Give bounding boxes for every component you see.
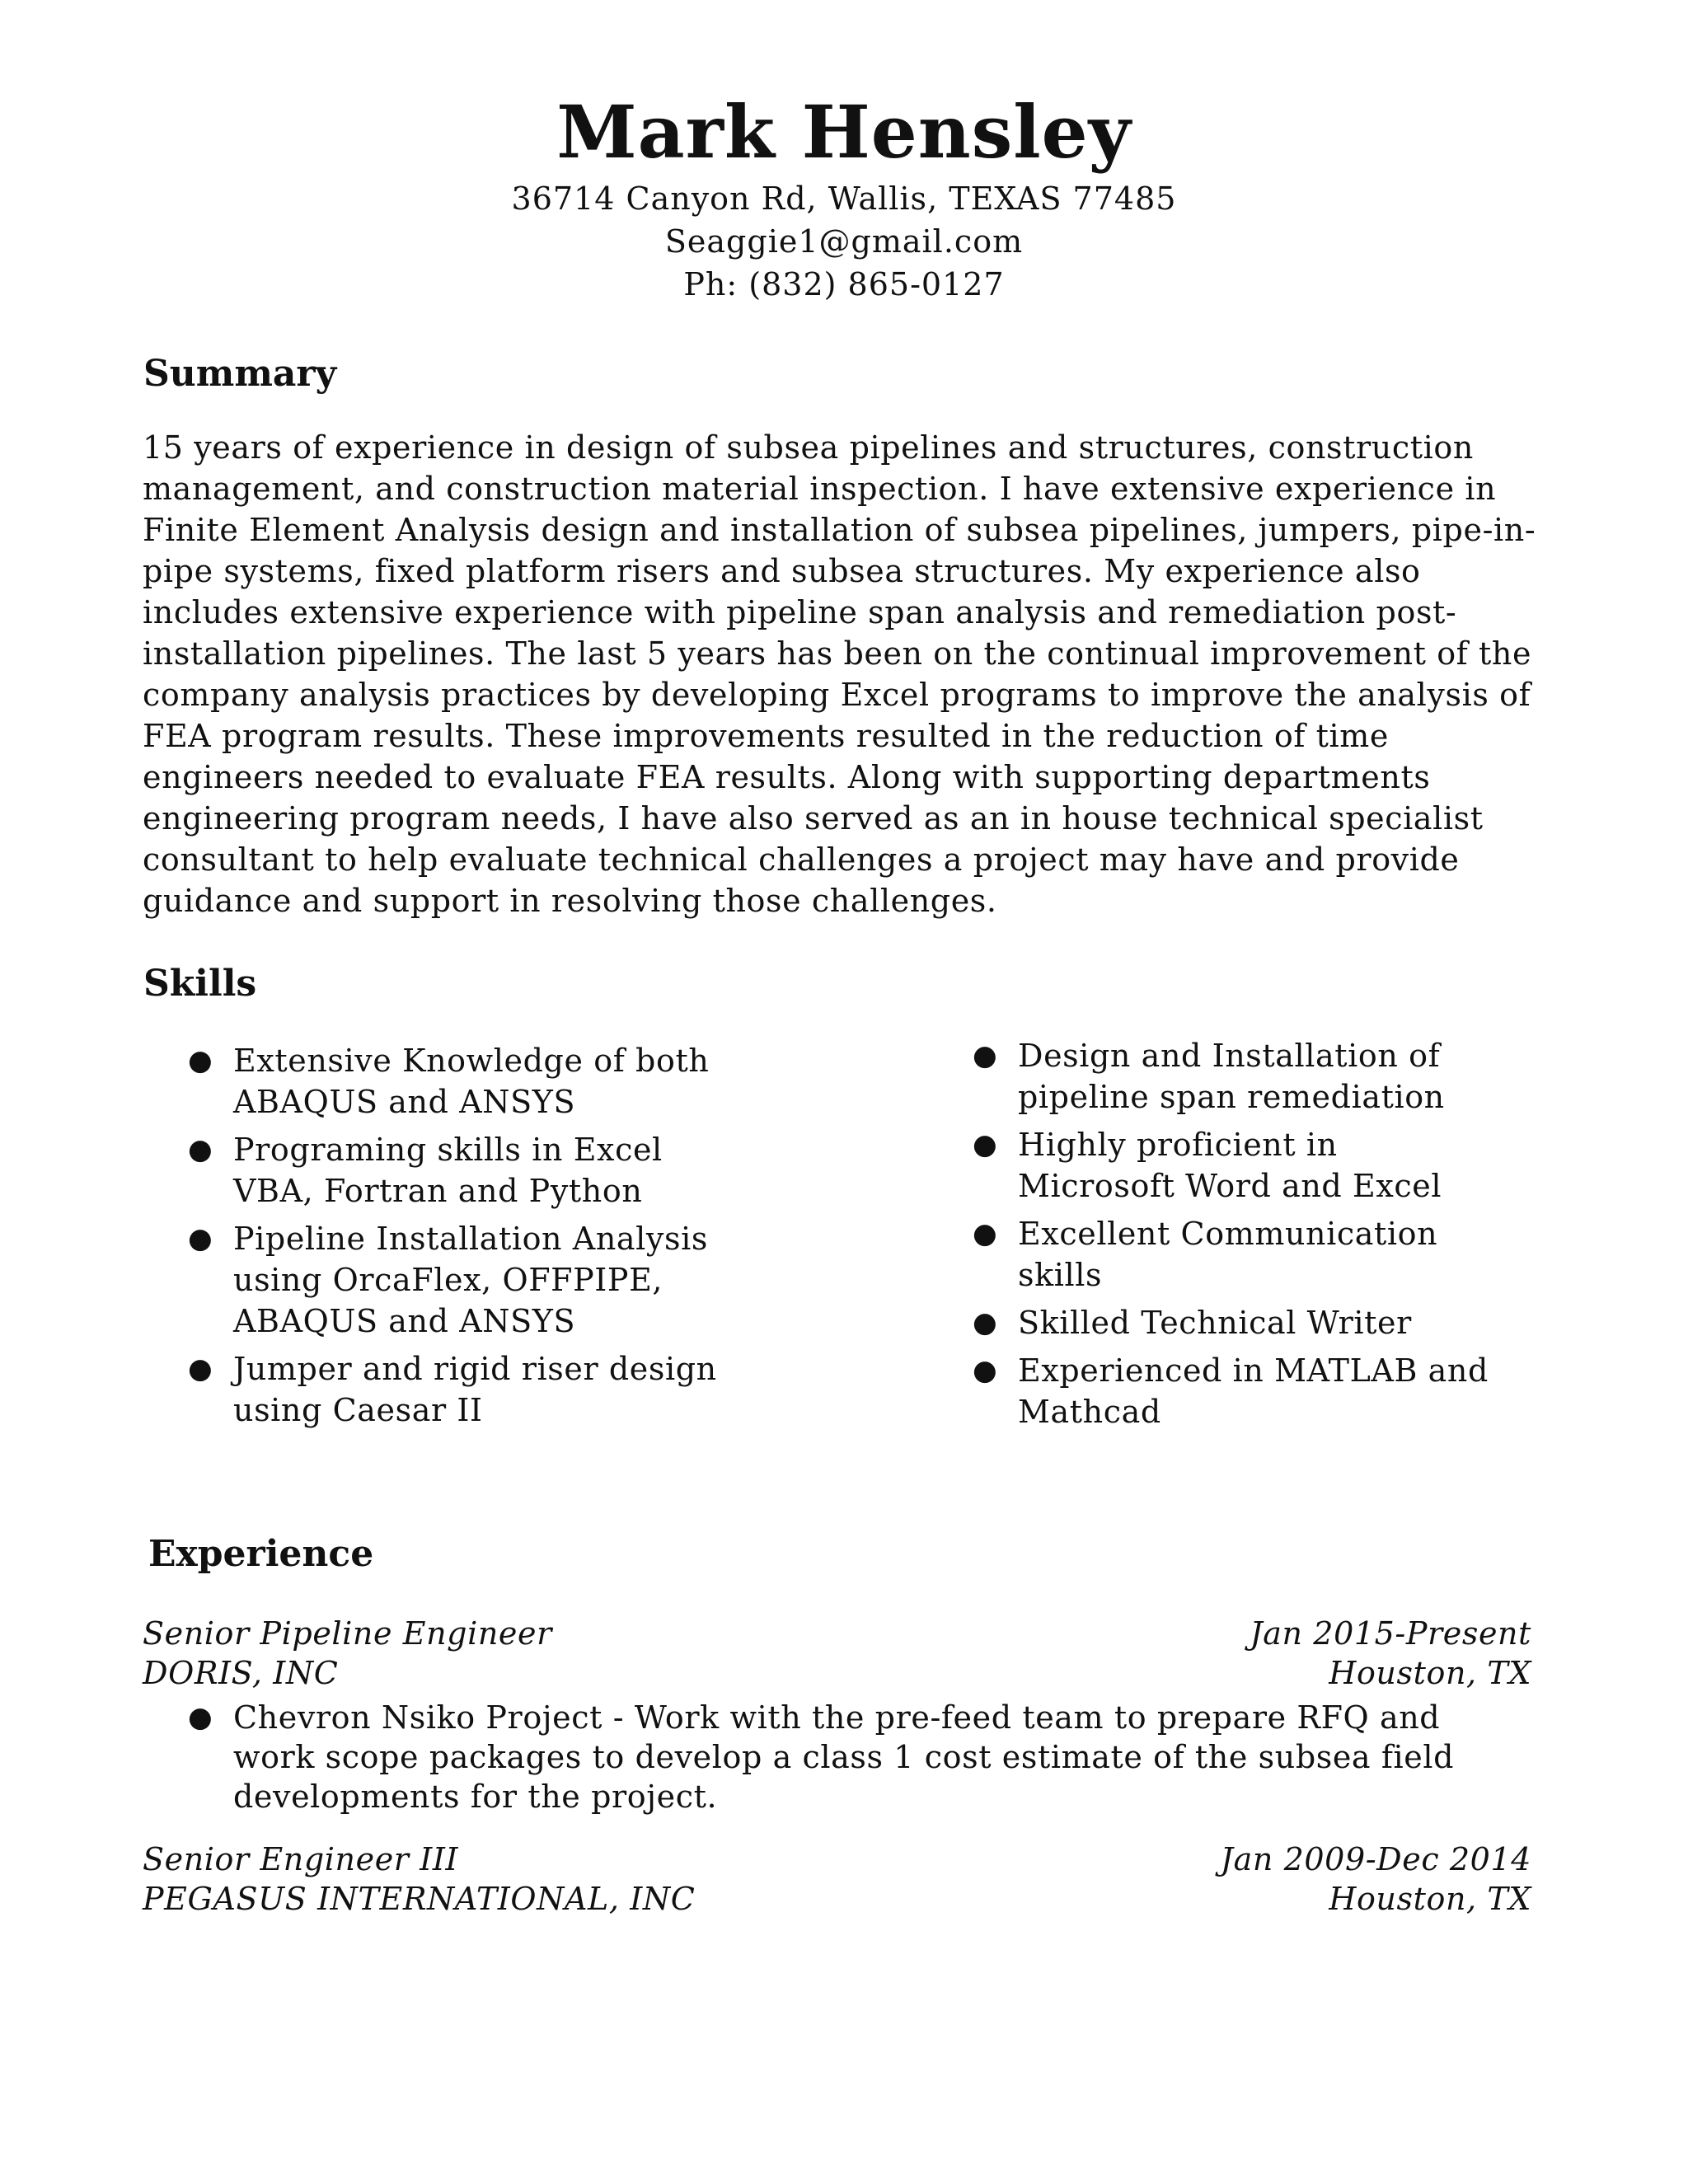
skill-item [143, 1040, 720, 1122]
bullet-icon: ● [973, 1039, 998, 1072]
job-bullet [143, 1698, 1531, 1816]
skill-text: Extensive Knowledge of both ABAQUS and ANSYS [233, 1043, 710, 1120]
address: 36714 Canyon Rd, Wallis, TEXAS 77485 [511, 180, 1177, 217]
skills-left-column [143, 1040, 720, 1437]
job-title: Senior Engineer III [143, 1841, 459, 1877]
bullet-icon: ● [188, 1044, 213, 1077]
bullet-icon: ● [973, 1354, 998, 1387]
skill-item [927, 1302, 1504, 1343]
email: Seaggie1@gmail.com [664, 223, 1024, 260]
skill-text: Design and Installation of pipeline span remediation [1018, 1038, 1445, 1115]
job-company-row [143, 1653, 1531, 1693]
job-company: DORIS, INC [143, 1655, 339, 1691]
candidate-name: Mark Hensley [556, 89, 1132, 175]
bullet-icon: ● [188, 1701, 213, 1734]
resume-header [0, 87, 1688, 306]
job-title-row [143, 1614, 1531, 1653]
job-dates: Jan 2015-Present [1250, 1615, 1531, 1652]
bullet-icon: ● [188, 1352, 213, 1385]
skill-text: Programing skills in Excel VBA, Fortran and Python [233, 1132, 663, 1209]
experience-heading: Experience [148, 1533, 374, 1575]
job-dates: Jan 2009-Dec 2014 [1220, 1841, 1531, 1877]
job-location: Houston, TX [1329, 1655, 1531, 1691]
job-location: Houston, TX [1329, 1881, 1531, 1917]
skill-text: Pipeline Installation Analysis using OrcaFlex, OFFPIPE, ABAQUS and ANSYS [233, 1221, 708, 1339]
skill-item [143, 1129, 720, 1212]
job-title: Senior Pipeline Engineer [143, 1615, 552, 1652]
phone: Ph: (832) 865-0127 [683, 266, 1005, 302]
skill-text: Jumper and rigid riser design using Caesar II [233, 1351, 717, 1428]
skill-item [927, 1213, 1504, 1296]
skill-text: Experienced in MATLAB and Mathcad [1018, 1352, 1489, 1430]
job-company-row [143, 1879, 1531, 1919]
job-title-row [143, 1840, 1531, 1879]
job-bullet-text: Chevron Nsiko Project - Work with the pre-feed team to prepare RFQ and work scope packages to develop a class 1 cost estimate of the subsea field developments for the project. [233, 1699, 1455, 1815]
bullet-icon: ● [188, 1222, 213, 1255]
skill-item [927, 1350, 1504, 1432]
skill-item [143, 1218, 720, 1342]
summary-heading: Summary [143, 353, 337, 395]
bullet-icon: ● [188, 1133, 213, 1166]
skill-text: Excellent Communication skills [1018, 1216, 1438, 1293]
skills-right-column [927, 1035, 1504, 1439]
skill-text: Highly proficient in Microsoft Word and Excel [1018, 1127, 1442, 1204]
job-entry [143, 1840, 1531, 1919]
skill-item [927, 1035, 1504, 1118]
skills-heading: Skills [143, 963, 257, 1005]
skill-text: Skilled Technical Writer [1018, 1305, 1412, 1341]
bullet-icon: ● [973, 1306, 998, 1339]
bullet-icon: ● [973, 1128, 998, 1161]
skill-item [143, 1348, 720, 1431]
job-company: PEGASUS INTERNATIONAL, INC [143, 1881, 696, 1917]
skill-item [927, 1124, 1504, 1207]
bullet-icon: ● [973, 1217, 998, 1250]
job-entry [143, 1614, 1531, 1816]
summary-text: 15 years of experience in design of subsea pipelines and structures, construction management, and construction material inspection. I have extensive experience in Finite Element Analysis design and installation of subsea pipelines, jumpers, pipe-in-pipe systems, fixed platform risers and subsea structures. My experience also includes extensive experience with pipeline span analysis and remediation post-installation pipelines. The last 5 years has been on the continual improvement of the company analysis practices by developing Excel programs to improve the analysis of FEA program results. These improvements resulted in the reduction of time engineers needed to evaluate FEA results. Along with supporting departments engineering program needs, I have also served as an in house technical specialist consultant to help evaluate technical challenges a project may have and provide guidance and support in resolving those challenges. [143, 429, 1536, 919]
